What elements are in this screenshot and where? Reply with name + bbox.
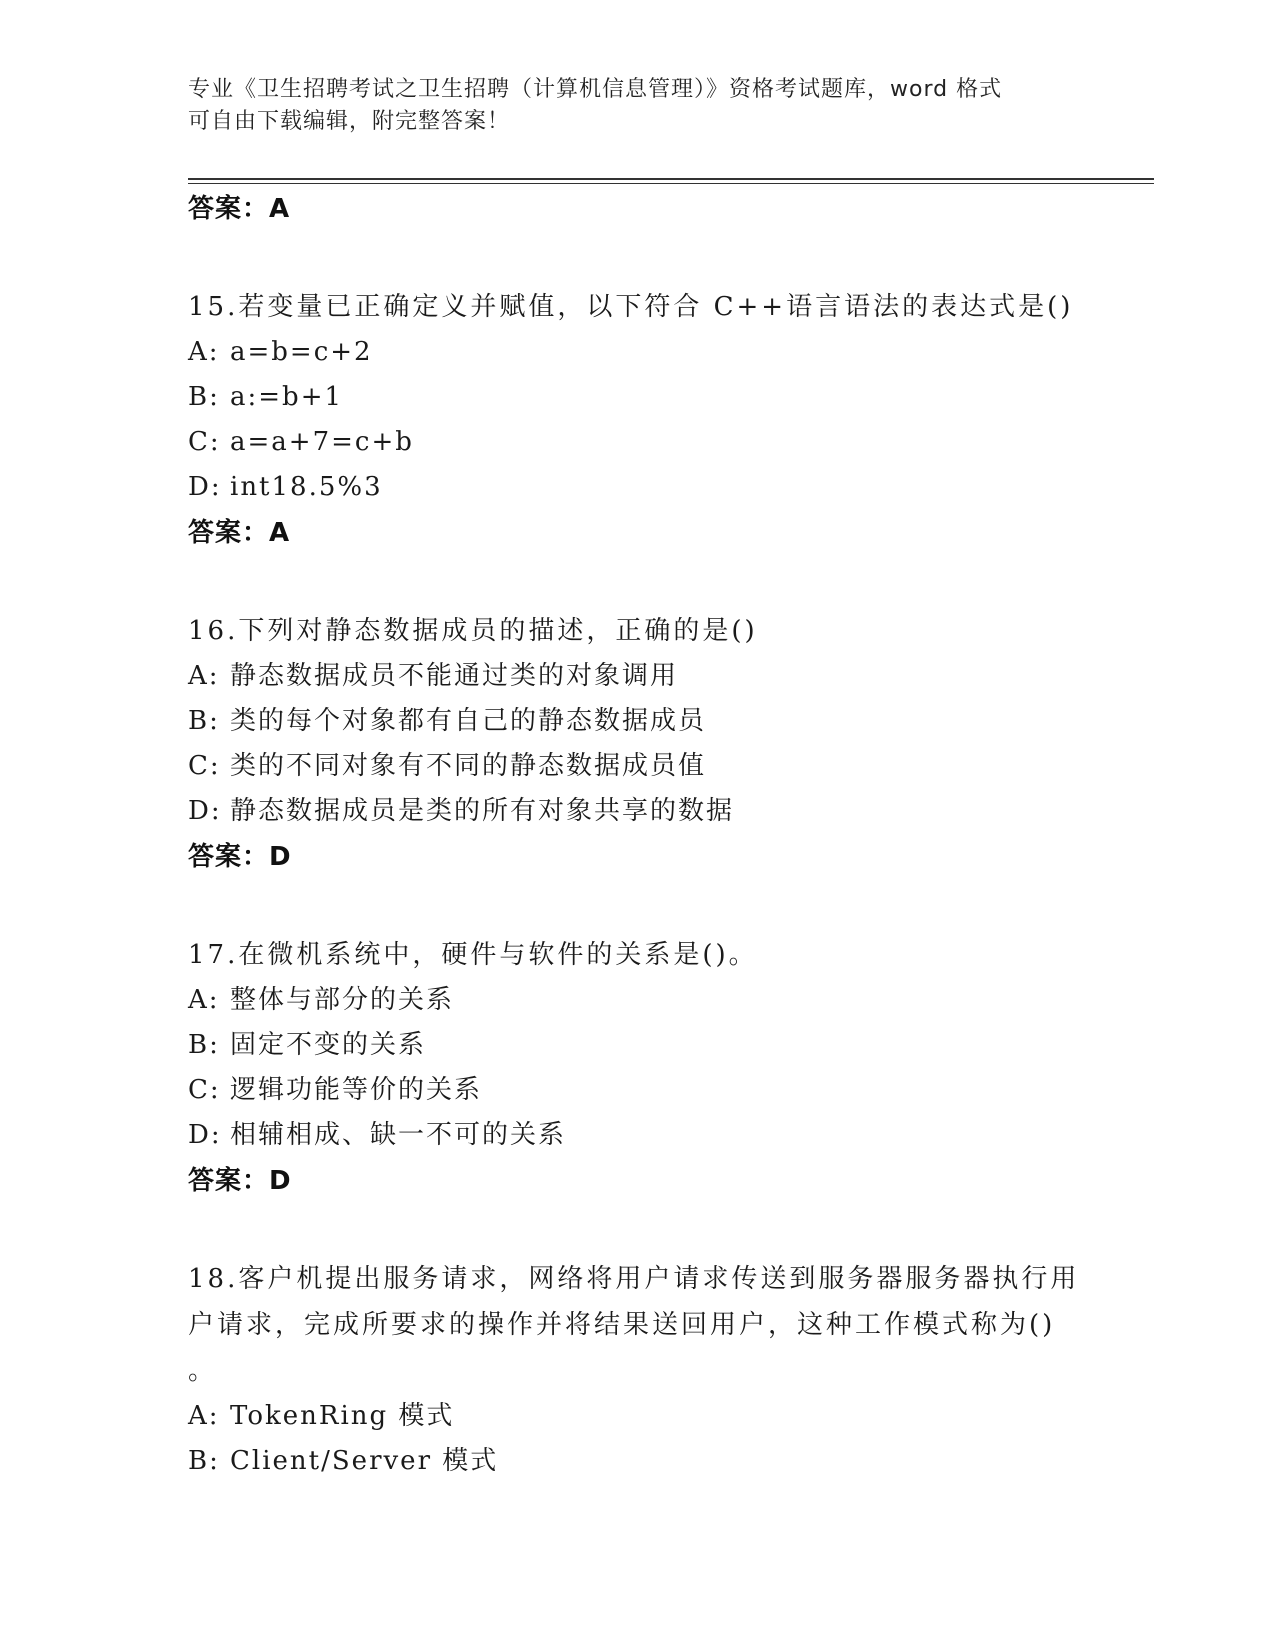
- header-line-2: 可自由下载编辑，附完整答案！: [188, 109, 511, 134]
- option-text: Client/Server 模式: [230, 1446, 499, 1476]
- option-letter: A:: [188, 985, 220, 1015]
- option-b: [188, 1023, 1088, 1068]
- option-letter: C:: [188, 751, 221, 781]
- option-text: 相辅相成、缺一不可的关系: [230, 1120, 567, 1150]
- option-text: TokenRing 模式: [230, 1401, 455, 1431]
- option-letter: B:: [188, 1446, 220, 1476]
- question-16: [188, 608, 1088, 880]
- spacer: [188, 232, 1088, 284]
- document-header: [188, 74, 1068, 138]
- answer-label: 答案：D: [188, 1166, 292, 1196]
- question-list: [188, 186, 1088, 1484]
- option-c: [188, 744, 1088, 789]
- question-stem-line-2: 户请求，完成所要求的操作并将结果送回用户，这种工作模式称为(): [188, 1310, 1056, 1340]
- option-letter: C:: [188, 1075, 221, 1105]
- option-b: [188, 375, 1088, 420]
- question-stem: 15.若变量已正确定义并赋值，以下符合 C++语言语法的表达式是(): [188, 292, 1074, 322]
- answer-label: 答案：A: [188, 518, 291, 548]
- option-text: 类的每个对象都有自己的静态数据成员: [230, 706, 707, 736]
- option-letter: A:: [188, 1401, 220, 1431]
- question-17: [188, 932, 1088, 1204]
- option-letter: D:: [188, 472, 222, 502]
- option-letter: A:: [188, 337, 220, 367]
- question-18: [188, 1256, 1088, 1484]
- option-letter: D:: [188, 1120, 222, 1150]
- option-b: [188, 699, 1088, 744]
- header-line-1: 专业《卫生招聘考试之卫生招聘（计算机信息管理）》资格考试题库，word 格式: [188, 77, 1003, 102]
- option-a: [188, 330, 1088, 375]
- option-letter: B:: [188, 706, 220, 736]
- option-d: [188, 465, 1088, 510]
- header-divider: [188, 178, 1154, 184]
- option-text: int18.5%3: [230, 472, 383, 502]
- question-stem-line-1: 18.客户机提出服务请求，网络将用户请求传送到服务器服务器执行用: [188, 1264, 1080, 1294]
- option-a: [188, 1394, 1088, 1439]
- question-stem: 17.在微机系统中，硬件与软件的关系是()。: [188, 940, 758, 970]
- option-text: 整体与部分的关系: [230, 985, 455, 1015]
- option-letter: B:: [188, 382, 220, 412]
- spacer: [188, 556, 1088, 608]
- previous-answer: 答案：A: [188, 194, 291, 224]
- option-c: [188, 420, 1088, 465]
- answer-label: 答案：D: [188, 842, 292, 872]
- option-d: [188, 1113, 1088, 1158]
- option-text: a=a+7=c+b: [230, 427, 414, 457]
- option-text: 逻辑功能等价的关系: [230, 1075, 483, 1105]
- option-text: 类的不同对象有不同的静态数据成员值: [230, 751, 707, 781]
- option-a: [188, 978, 1088, 1023]
- option-d: [188, 789, 1088, 834]
- spacer: [188, 880, 1088, 932]
- question-15: [188, 284, 1088, 556]
- option-letter: B:: [188, 1030, 220, 1060]
- option-b: [188, 1439, 1088, 1484]
- question-stem-line-3: 。: [188, 1356, 215, 1386]
- option-text: a=b=c+2: [230, 337, 373, 367]
- option-text: 静态数据成员是类的所有对象共享的数据: [230, 796, 735, 826]
- question-stem: 16.下列对静态数据成员的描述，正确的是(): [188, 616, 758, 646]
- option-letter: D:: [188, 796, 222, 826]
- option-c: [188, 1068, 1088, 1113]
- option-letter: C:: [188, 427, 221, 457]
- option-letter: A:: [188, 661, 220, 691]
- option-text: a:=b+1: [230, 382, 344, 412]
- option-text: 固定不变的关系: [230, 1030, 427, 1060]
- option-text: 静态数据成员不能通过类的对象调用: [230, 661, 679, 691]
- spacer: [188, 1204, 1088, 1256]
- option-a: [188, 654, 1088, 699]
